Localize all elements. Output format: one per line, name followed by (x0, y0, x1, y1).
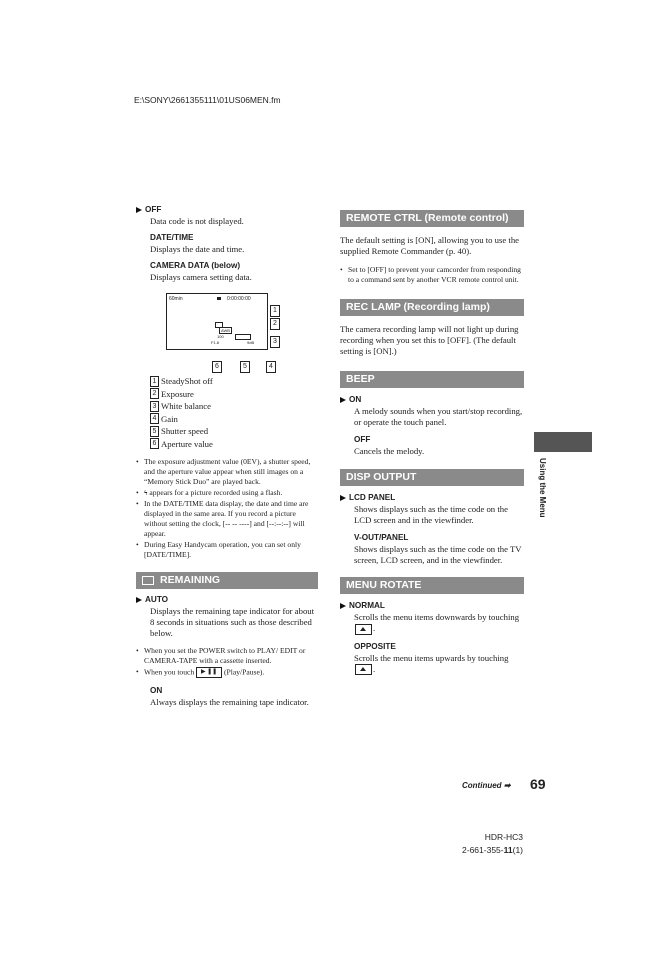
screen-shutter: 100 (217, 334, 224, 339)
selected-triangle-icon (340, 397, 346, 403)
note-item: • During Easy Handycam operation, you can set only [DATE/TIME]. (136, 540, 318, 560)
exposure-icon (235, 334, 251, 340)
legend-item: 4 Gain (150, 413, 318, 426)
off-description: Data code is not displayed. (150, 216, 244, 226)
auto-description: Displays the remaining tape indicator for about 8 seconds in situations such as those described below. (150, 606, 315, 638)
remote-description: The default setting is [ON], allowing you to use the supplied Remote Commander (p. 40). (340, 235, 520, 256)
callout-2: 2 (270, 318, 280, 330)
note-item: • In the DATE/TIME data display, the date and time are displayed in the same area. If you record a picture without setting the clock, [-- -- ----] and [--:--:--] will appear. (136, 499, 318, 539)
scroll-up-button-icon (355, 624, 372, 635)
document-code: 2-661-355-11(1) (462, 845, 523, 855)
selected-triangle-icon (340, 495, 346, 501)
option-off: OFF (136, 205, 318, 214)
option-vout-panel: V-OUT/PANEL (354, 533, 409, 542)
beep-option-on: ON (340, 395, 524, 404)
auto-notes (136, 646, 318, 678)
selected-triangle-icon (340, 603, 346, 609)
lcd-panel-description: Shows displays such as the time code on the LCD screen and in the viewfinder. (354, 504, 508, 525)
camera-data-screen-illustration (166, 293, 268, 350)
option-normal: NORMAL (340, 601, 524, 610)
continued-label: Continued ➡ (462, 781, 511, 790)
option-camera-data: CAMERA DATA (below) (150, 261, 241, 270)
disp-output-section-header: DISP OUTPUT (340, 469, 524, 486)
remote-notes (340, 265, 524, 285)
opposite-description: Scrolls the menu items upwards by touching . (354, 652, 509, 674)
option-lcd-panel: LCD PANEL (340, 493, 524, 502)
left-column (136, 205, 318, 708)
beep-on-description: A melody sounds when you start/stop recording, or operate the touch panel. (354, 406, 523, 427)
beep-option-off: OFF (354, 435, 371, 444)
callout-4: 4 (266, 361, 276, 373)
screen-aperture: F1.8 (211, 340, 220, 345)
beep-section-header: BEEP (340, 371, 524, 388)
remote-ctrl-section-header: REMOTE CTRL (Remote control) (340, 210, 524, 227)
page-number: 69 (530, 776, 546, 792)
camera-data-notes (136, 457, 318, 560)
option-datetime: DATE/TIME (150, 233, 194, 242)
note-item: • The exposure adjustment value (0EV), a shutter speed, and the aperture value appear when still images on a “Memory Stick Duo” are played back. (136, 457, 318, 487)
note-item: • ϟ appears for a picture recorded using a flash. (136, 488, 318, 498)
note-item: • When you touch ▶ ❚❚ (Play/Pause). (136, 667, 318, 678)
legend-list (150, 375, 318, 450)
scroll-up-button-icon (355, 664, 372, 675)
on-description: Always displays the remaining tape indicator. (150, 697, 309, 707)
menu-rotate-section-header: MENU ROTATE (340, 577, 524, 594)
arrow-right-icon: ➡ (503, 781, 511, 790)
reclamp-description: The camera recording lamp will not light up during recording when you set this to [OFF]. (The default setting is [ON].) (340, 324, 519, 356)
note-item: • When you set the POWER switch to PLAY/ EDIT or CAMERA-TAPE with a cassette inserted. (136, 646, 318, 666)
model-number: HDR-HC3 (484, 832, 523, 842)
camera-data-description: Displays camera setting data. (150, 272, 252, 282)
beep-off-description: Cancels the melody. (354, 446, 425, 456)
datetime-description: Displays the date and time. (150, 244, 245, 254)
callout-6: 6 (212, 361, 222, 373)
note-item: • Set to [OFF] to prevent your camcorder from responding to a command sent by another VCR remote control unit. (340, 265, 524, 285)
section-tab (534, 432, 592, 452)
steadyshot-icon (215, 322, 223, 328)
legend-item: 3 White balance (150, 400, 318, 413)
callout-1: 1 (270, 305, 280, 317)
option-opposite: OPPOSITE (354, 641, 396, 651)
remaining-section-header: REMAINING (136, 572, 318, 589)
screen-mode: 60min (169, 296, 183, 302)
play-pause-icon: ▶ ❚❚ (196, 667, 222, 678)
normal-description: Scrolls the menu items downwards by touching . (354, 612, 520, 633)
selected-triangle-icon (136, 597, 142, 603)
screen-gain: 9dB (247, 340, 255, 345)
side-tab-label: Using the Menu (538, 458, 547, 518)
screen-timecode: 0:00:00:00 (227, 296, 251, 302)
tape-icon (142, 576, 154, 585)
flash-icon: ϟ (144, 488, 148, 497)
callout-3: 3 (270, 336, 280, 348)
vout-panel-description: Shows displays such as the time code on the TV screen, LCD screen, and in the viewfinder. (354, 544, 522, 565)
legend-item: 6 Aperture value (150, 438, 318, 451)
selected-triangle-icon (136, 207, 142, 213)
option-on: ON (150, 686, 163, 695)
screen-awb: AWB (221, 328, 230, 333)
right-column (340, 210, 524, 675)
legend-item: 1 SteadyShot off (150, 375, 318, 388)
rec-lamp-section-header: REC LAMP (Recording lamp) (340, 299, 524, 316)
callout-5: 5 (240, 361, 250, 373)
legend-item: 5 Shutter speed (150, 425, 318, 438)
file-path: E:\SONY\2661355111\01US06MEN.fm (134, 95, 281, 105)
option-auto: AUTO (136, 595, 318, 604)
play-icon (217, 297, 221, 300)
legend-item: 2 Exposure (150, 388, 318, 401)
